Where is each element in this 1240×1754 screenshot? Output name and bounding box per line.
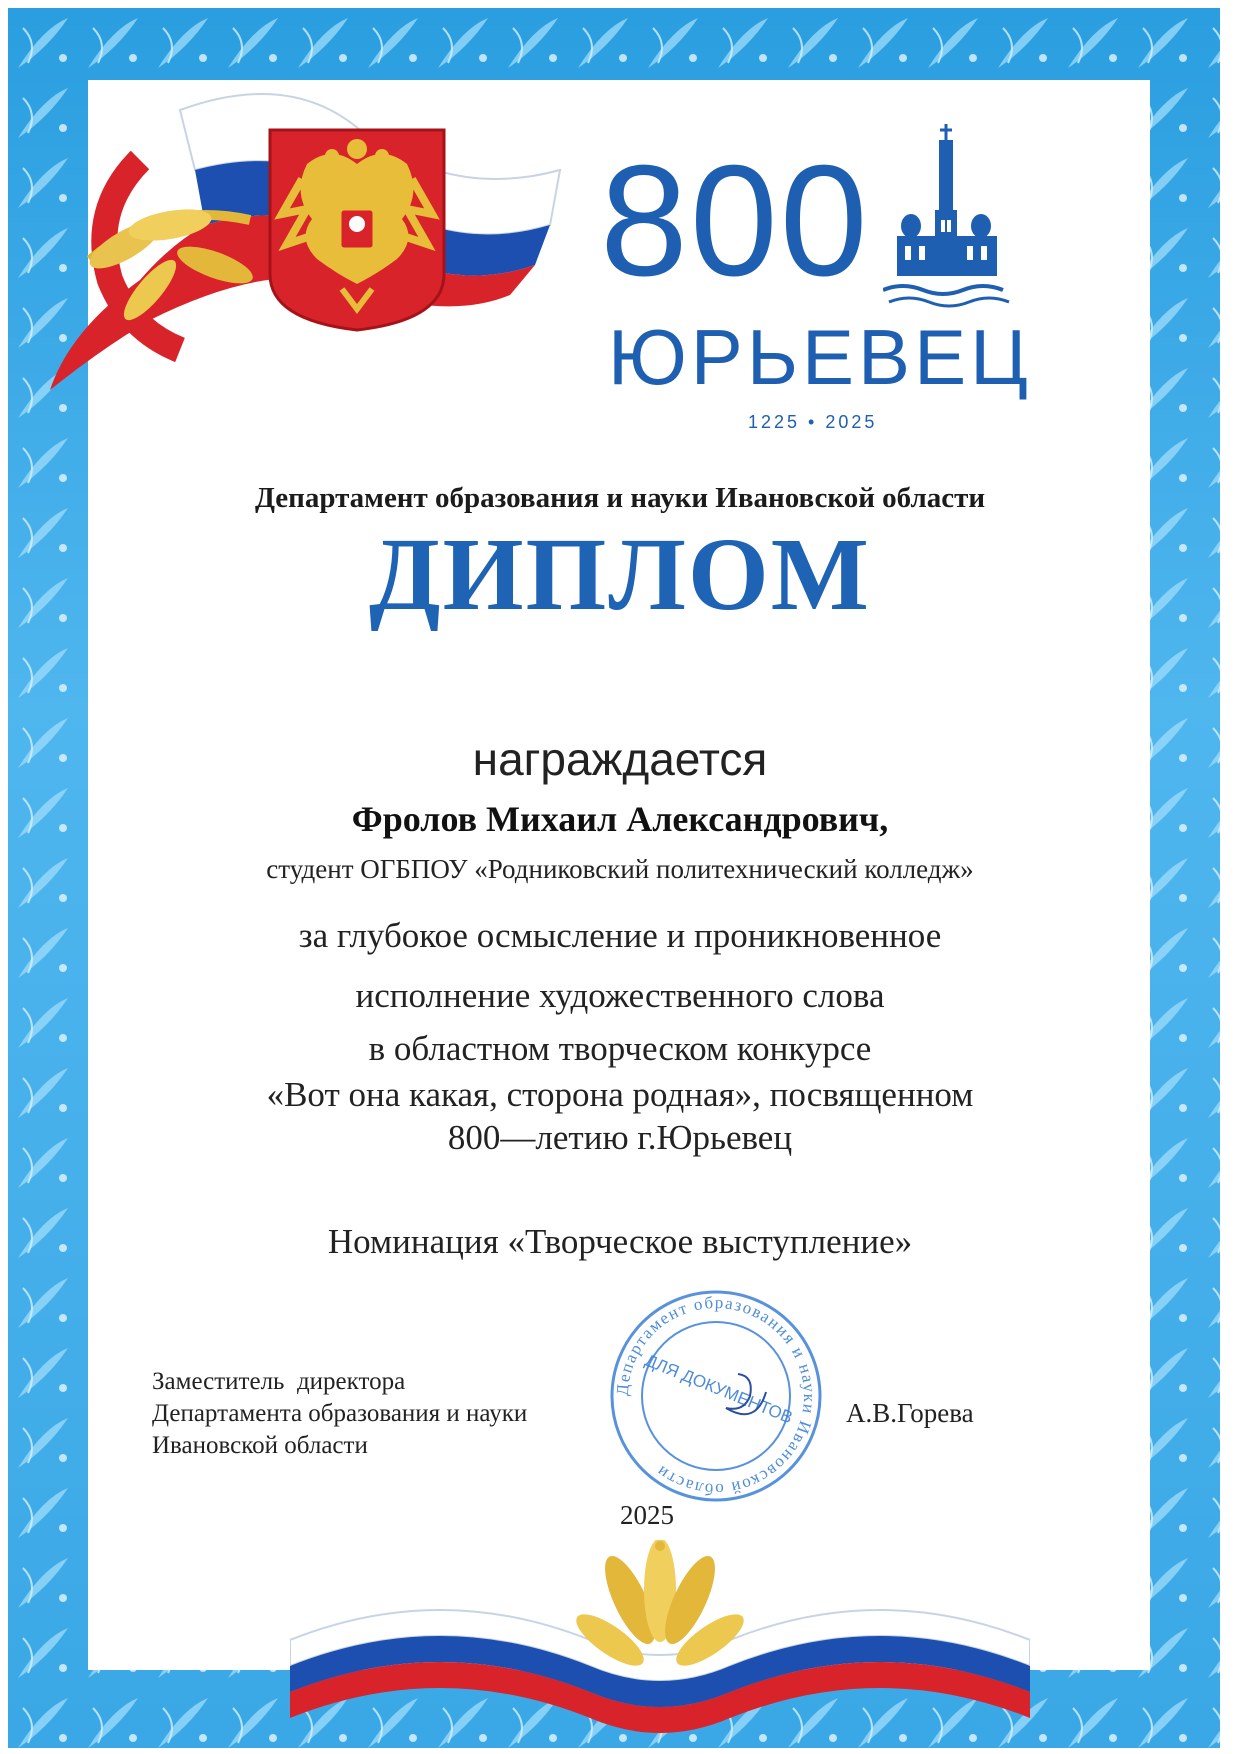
flag-ribbon-bottom bbox=[290, 1540, 1030, 1740]
jubilee-number: 800 bbox=[600, 133, 870, 309]
russian-coat-of-arms-icon bbox=[262, 124, 452, 334]
stamp-outer-text: Департамент образования и науки Ивановской области bbox=[612, 1292, 820, 1500]
signatory-position bbox=[152, 1366, 527, 1462]
position-line: Департамента образования и науки bbox=[152, 1400, 528, 1427]
church-icon bbox=[883, 124, 1015, 314]
official-stamp bbox=[606, 1286, 826, 1506]
position-line: Ивановской области bbox=[152, 1432, 368, 1459]
nomination: Номинация «Творческое выступление» bbox=[327, 1222, 913, 1261]
reason-line: в областном творческом конкурсе bbox=[368, 1029, 872, 1068]
department-heading: Департамент образования и науки Ивановской области bbox=[254, 482, 986, 514]
document-title: ДИПЛОМ bbox=[369, 517, 871, 632]
reason-line: исполнение художественного слова bbox=[355, 976, 885, 1015]
stamp-center-text: ДЛЯ ДОКУМЕНТОВ bbox=[642, 1350, 796, 1428]
reason-line: «Вот она какая, сторона родная», посвященном bbox=[266, 1075, 974, 1114]
position-line: Заместитель директора bbox=[152, 1368, 406, 1395]
jubilee-city: ЮРЬЕВЕЦ bbox=[608, 313, 1032, 401]
recipient-name: Фролов Михаил Александрович, bbox=[351, 799, 889, 839]
award-reason bbox=[0, 906, 1240, 1158]
reason-line: за глубокое осмысление и проникновенное bbox=[298, 916, 942, 955]
jubilee-years: 1225 • 2025 bbox=[748, 412, 878, 432]
jubilee-logo bbox=[600, 133, 1032, 440]
reason-line: 800—летию г.Юрьевец bbox=[447, 1118, 793, 1157]
document-year: 2025 bbox=[620, 1500, 674, 1530]
recipient-affiliation: студент ОГБПОУ «Родниковский политехнический колледж» bbox=[266, 854, 974, 884]
signatory-name: А.В.Горева bbox=[846, 1398, 974, 1428]
awarded-text: награждается bbox=[472, 733, 768, 785]
